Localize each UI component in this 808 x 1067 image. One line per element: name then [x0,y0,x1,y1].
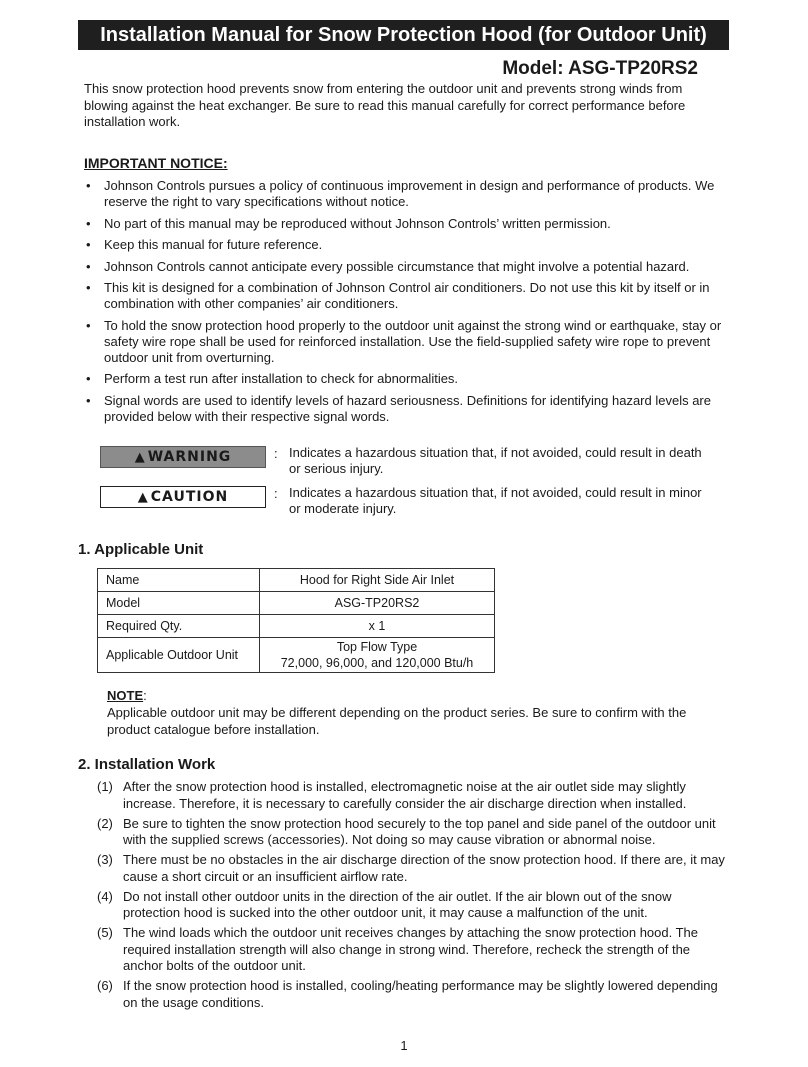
note-colon: : [143,688,147,703]
caution-label [100,486,266,508]
list-item: • No part of this manual may be reproduced without Johnson Controls’ written permission. [84,216,732,232]
table-cell-value-line2: 72,000, 96,000, and 120,000 Btu/h [280,656,474,670]
item-text: After the snow protection hood is installed, electromagnetic noise at the air outlet side may slightly increase. Therefore, it is necessary to carefully consider the air discharge direction when installed. [123,779,687,811]
note-text: Applicable outdoor unit may be different depending on the product series. Be sure to confirm with the product catalogue before installation. [107,705,687,737]
table-cell-value-line1: Top Flow Type [336,640,418,654]
intro-paragraph: This snow protection hood prevents snow from entering the outdoor unit and prevents strong winds from blowing against the heat exchanger. Be sure to read this manual carefully for correct performance before installation work. [84,81,686,129]
list-item [97,889,727,922]
list-item [97,816,727,849]
caution-description: Indicates a hazardous situation that, if not avoided, could result in minor or moderate injury. [289,485,702,516]
table-row [98,592,495,615]
item-text: Be sure to tighten the snow protection hood securely to the top panel and side panel of the outdoor unit with the supplied screws (accessories). Not doing so may cause vibration or abnormal noise. [123,815,716,847]
table-row [98,638,495,673]
warning-label-text: WARNING [147,449,232,465]
applicable-unit-table [97,568,495,673]
item-number: (6) [97,978,113,993]
warning-description: Indicates a hazardous situation that, if not avoided, could result in death or serious injury. [289,445,702,476]
item-number: (2) [97,815,113,831]
important-notice-list [84,178,732,430]
table-cell-value [260,638,495,673]
caution-colon: : [274,486,278,501]
list-item: • Johnson Controls cannot anticipate every possible circumstance that might involve a potential hazard. [84,259,732,275]
item-text: Do not install other outdoor units in the direction of the air outlet. If the air blown out of the snow protection hood is sucked into the other outdoor unit, it may cause a malfunction of the unit. [123,888,672,920]
item-number: (4) [97,888,113,904]
table-cell-value: ASG-TP20RS2 [260,592,495,615]
table-cell-label: Required Qty. [98,615,260,638]
table-cell-value: x 1 [260,615,495,638]
model-number: Model: ASG-TP20RS2 [502,58,698,79]
installation-work-list [97,779,727,1015]
note-label-text: NOTE [107,688,144,703]
list-item [97,978,727,1011]
warning-colon: : [274,446,278,461]
note-label [107,688,147,703]
table-cell-value: Hood for Right Side Air Inlet [260,569,495,592]
list-item [97,925,727,975]
list-item [97,852,727,885]
caution-label-text: CAUTION [150,489,229,505]
item-number: (3) [97,852,113,867]
page-title: Installation Manual for Snow Protection Hood (for Outdoor Unit) [78,20,729,50]
page-number: 1 [400,1038,408,1053]
table-cell-label: Model [98,592,260,615]
list-item: • Keep this manual for future reference. [84,237,732,253]
item-text: If the snow protection hood is installed, cooling/heating performance may be slightly lowered depending on the usage conditions. [123,978,718,1010]
important-notice-heading: IMPORTANT NOTICE: [84,155,228,171]
list-item: • Johnson Controls pursues a policy of continuous improvement in design and performance of products. We reserve the right to vary specifications without notice. [84,178,732,210]
list-item [97,779,727,812]
table-cell-label: Applicable Outdoor Unit [98,638,260,673]
warning-triangle-icon: ▲ [134,450,146,465]
item-number: (5) [97,925,113,940]
table-row [98,615,495,638]
caution-triangle-icon: ▲ [137,490,149,505]
list-item: • Perform a test run after installation to check for abnormalities. [84,371,732,387]
item-text: There must be no obstacles in the air discharge direction of the snow protection hood. If there are, it may cause a short circuit or an insufficient airflow rate. [123,852,725,884]
list-item: • Signal words are used to identify levels of hazard seriousness. Definitions for identifying hazard levels are provided below with their respective signal words. [84,393,732,425]
section-heading-installation-work: 2. Installation Work [78,756,216,773]
table-row [98,569,495,592]
list-item: • This kit is designed for a combination of Johnson Control air conditioners. Do not use this kit by itself or in combination with other companies’ air conditioners. [84,280,732,312]
section-heading-applicable-unit: 1. Applicable Unit [78,541,204,558]
item-number: (1) [97,779,113,794]
table-cell-label: Name [98,569,260,592]
warning-signal-row [100,444,720,478]
warning-label [100,446,266,468]
caution-signal-row [100,484,720,518]
list-item: • To hold the snow protection hood properly to the outdoor unit against the strong wind or earthquake, stay or safety wire rope shall be used for reinforced installation. Use the field-supplied safety wire rope to prevent outdoor unit from overturning. [84,318,732,366]
item-text: The wind loads which the outdoor unit receives changes by attaching the snow protection hood. The required installation strength will also change in strong wind. Therefore, recheck the strength of the anchor bolts of the outdoor unit. [123,925,699,973]
